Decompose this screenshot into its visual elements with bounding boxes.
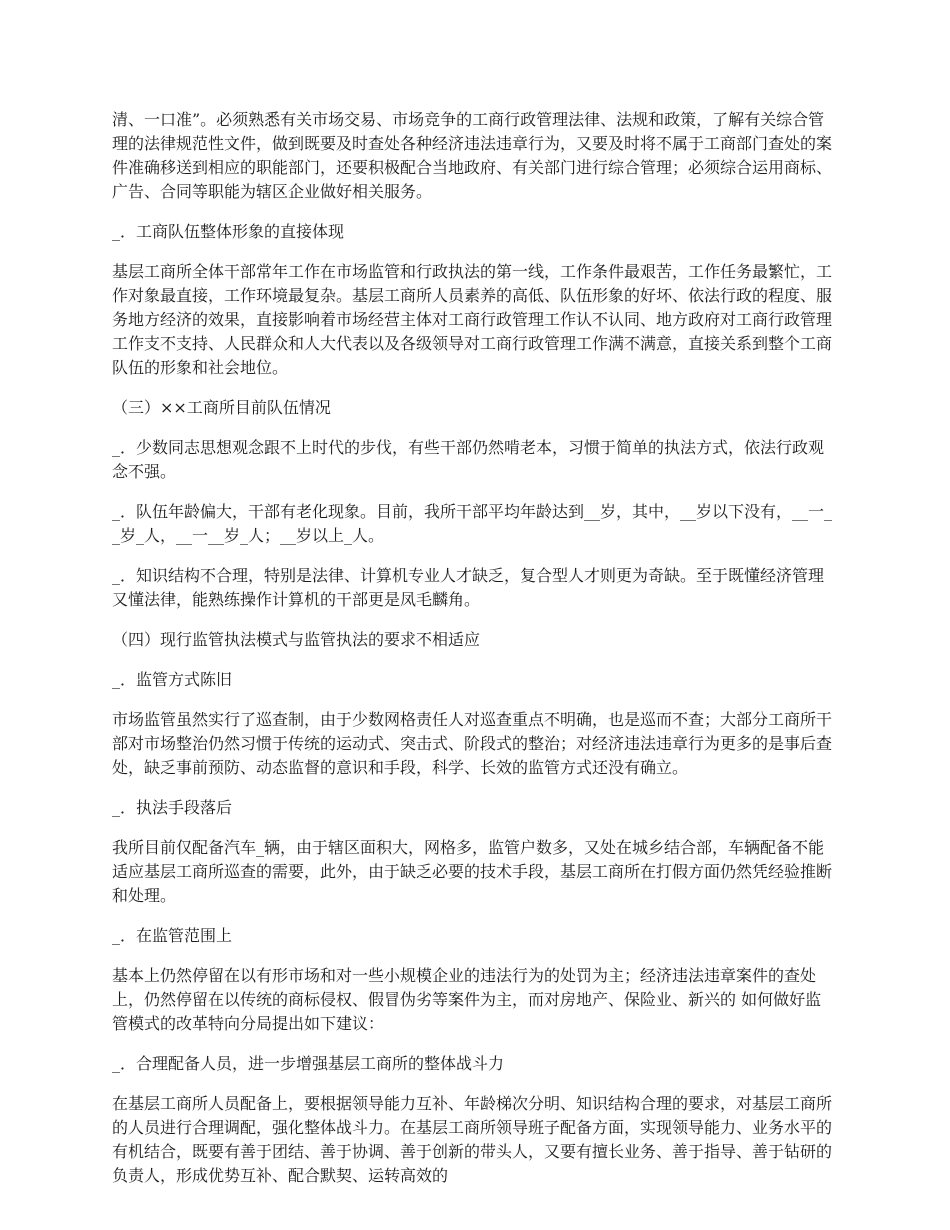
document-body xyxy=(112,108,832,1204)
section-heading: _．监管方式陈旧 xyxy=(112,670,233,689)
section-heading: _．执法手段落后 xyxy=(112,798,233,817)
paragraph: 我所目前仅配备汽车_辆，由于辖区面积大，网格多，监管户数多，又处在城乡结合部，车辆配备不能适应基层工商所巡查的需要，此外，由于缺乏必要的技术手段，基层工商所在打假方面仍然凭经验推断和处理。 xyxy=(112,838,833,905)
paragraph: _．知识结构不合理，特别是法律、计算机专业人才缺乏，复合型人才则更为奇缺。至于既懂经济管理又懂法律，能熟练操作计算机的干部更是凤毛麟角。 xyxy=(112,566,825,609)
paragraph: 市场监管虽然实行了巡查制，由于少数网格责任人对巡查重点不明确，也是巡而不查；大部分工商所干部对市场整治仍然习惯于传统的运动式、突击式、阶段式的整治；对经济违法违章行为更多的是事后查处，缺乏事前预防、动态监督的意识和手段，科学、长效的监管方式还没有确立。 xyxy=(112,710,833,777)
paragraph: 基层工商所全体干部常年工作在市场监管和行政执法的第一线，工作条件最艰苦，工作任务最繁忙，工作对象最直接，工作环境最复杂。基层工商所人员素养的高低、队伍形象的好坏、依法行政的程度、服务地方经济的效果，直接影响着市场经营主体对工商行政管理工作认不认同、地方政府对工商行政管理工作支不支持、人民群众和人大代表以及各级领导对工商行政管理工作满不满意，直接关系到整个工商队伍的形象和社会地位。 xyxy=(112,262,833,377)
section-heading: （三）××工商所目前队伍情况 xyxy=(112,398,331,417)
section-heading: _．合理配备人员，进一步增强基层工商所的整体战斗力 xyxy=(112,1054,505,1073)
paragraph: 在基层工商所人员配备上，要根据领导能力互补、年龄梯次分明、知识结构合理的要求，对基层工商所的人员进行合理调配，强化整体战斗力。在基层工商所领导班子配备方面，实现领导能力、业务水平的有机结合，既要有善于团结、善于协调、善于创新的带头人，又要有擅长业务、善于指导、善于钻研的负责人，形成优势互补、配合默契、运转高效的 xyxy=(112,1094,833,1185)
paragraph: 基本上仍然停留在以有形市场和对一些小规模企业的违法行为的处罚为主；经济违法违章案件的查处上，仍然停留在以传统的商标侵权、假冒伪劣等案件为主，而对房地产、保险业、新兴的 如何做好监管模式的改革特向分局提出如下建议： xyxy=(112,966,822,1033)
section-heading: _．工商队伍整体形象的直接体现 xyxy=(112,222,345,241)
paragraph: _．队伍年龄偏大，干部有老化现象。目前，我所干部平均年龄达到__岁，其中，__岁以下没有，__一__岁_人，__一__岁_人；__岁以上_人。 xyxy=(112,502,833,545)
paragraph: 清、一口准”。必须熟悉有关市场交易、市场竞争的工商行政管理法律、法规和政策，了解有关综合管理的法律规范性文件，做到既要及时查处各种经济违法违章行为，又要及时将不属于工商部门查处的案件准确移送到相应的职能部门，还要积极配合当地政府、有关部门进行综合管理；必须综合运用商标、广告、合同等职能为辖区企业做好相关服务。 xyxy=(112,110,833,201)
section-heading: _．在监管范围上 xyxy=(112,926,233,945)
paragraph: _．少数同志思想观念跟不上时代的步伐，有些干部仍然啃老本，习惯于简单的执法方式，依法行政观念不强。 xyxy=(112,438,825,481)
section-heading: （四）现行监管执法模式与监管执法的要求不相适应 xyxy=(112,630,481,649)
